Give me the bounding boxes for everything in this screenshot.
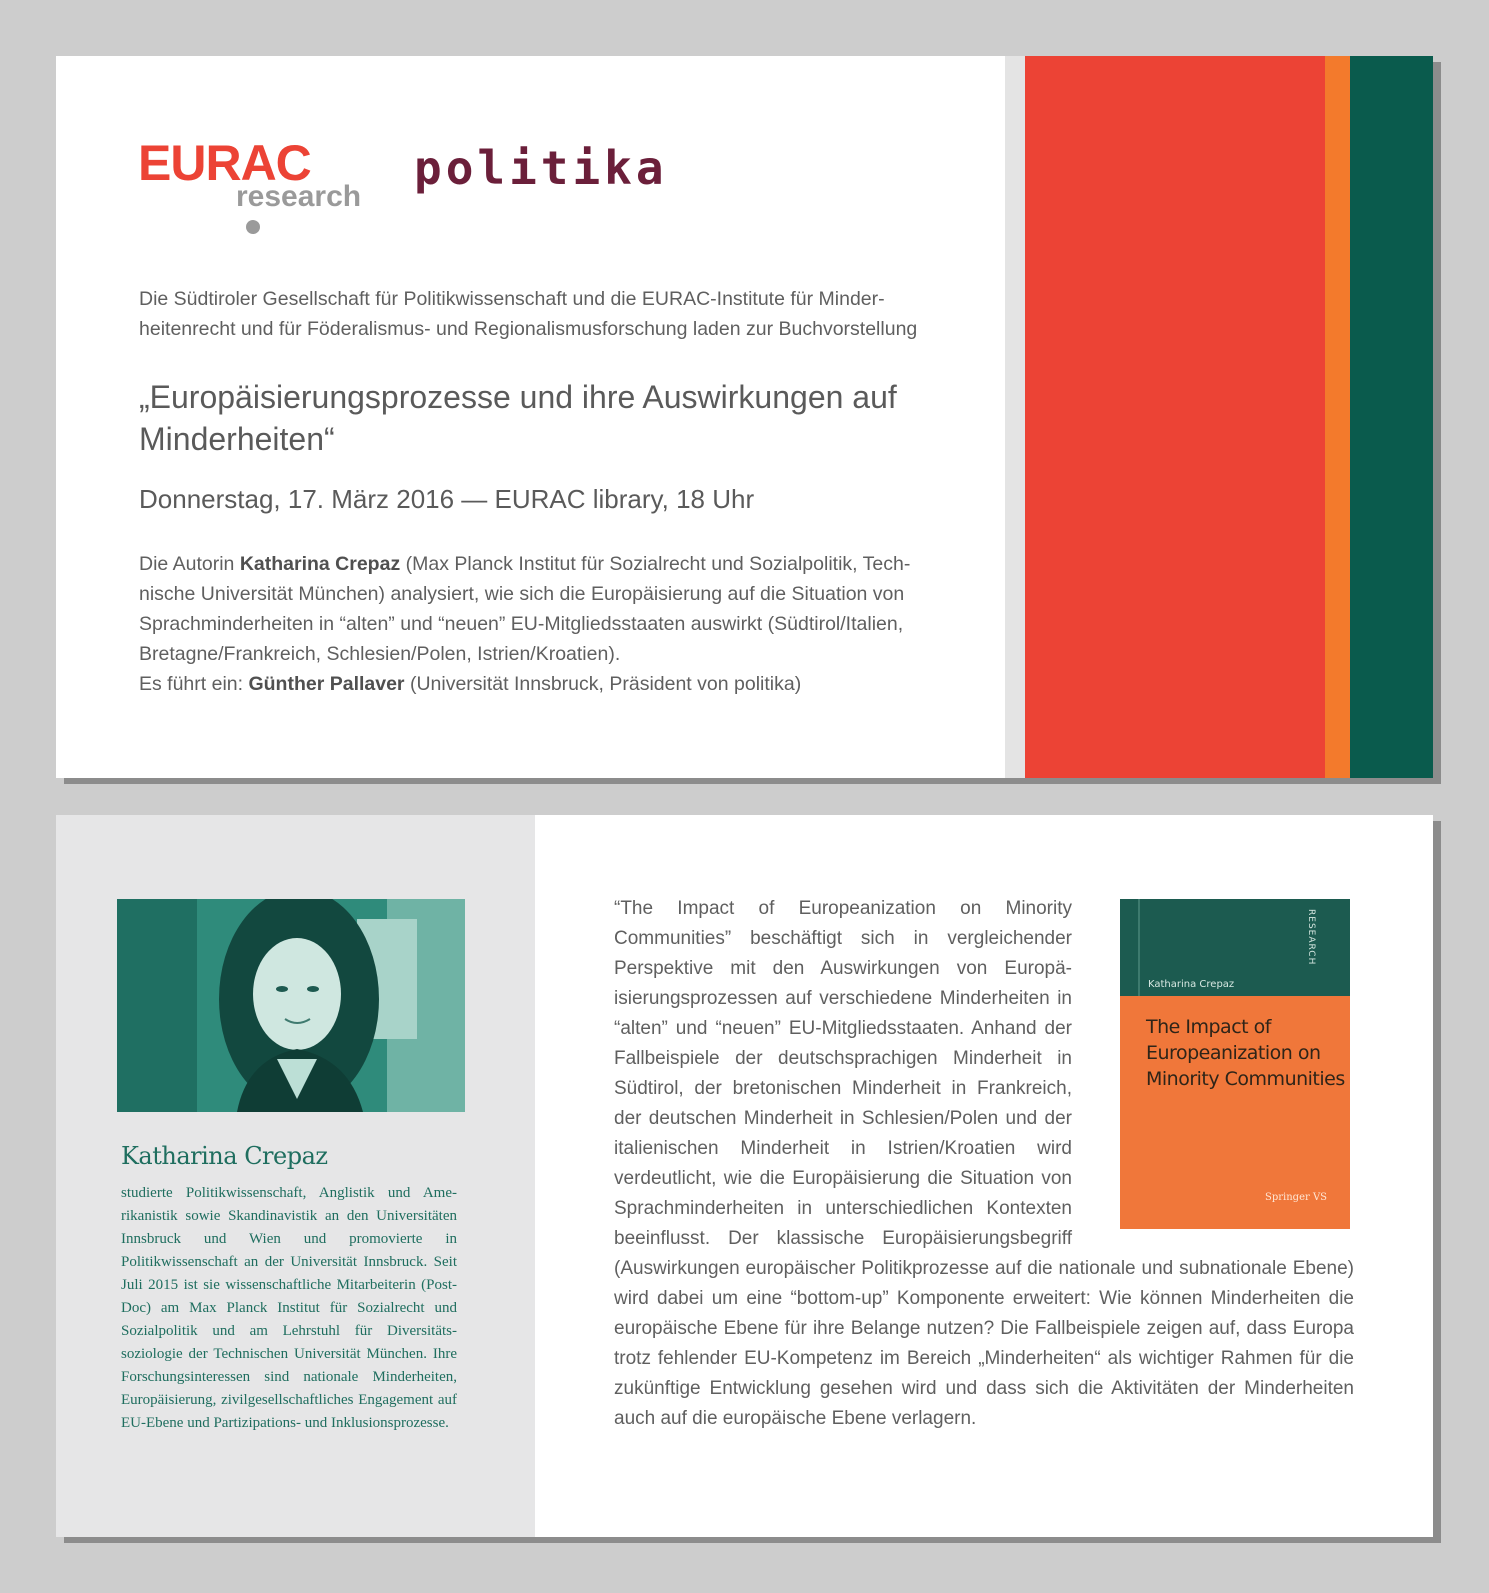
event-description bbox=[139, 549, 959, 699]
author-name-heading: Katharina Crepaz bbox=[121, 1142, 328, 1170]
moderator-name: Günther Pallaver bbox=[248, 673, 405, 695]
book-card bbox=[56, 815, 1433, 1537]
politika-logo-text: politika bbox=[414, 141, 668, 195]
author-bio: studierte Politikwissenschaft, Anglistik und Amerikanistik sowie Skandinavistik an den Universitäten Innsbruck und Wien und promovierte in Politikwissenschaft an der Universität Innsbruck. Seit Juli 2015 ist sie wissenschaftliche Mitarbeiterin (Post-Doc) am Max Planck Institut für Sozialrecht und Sozialpolitik und am Lehrstuhl für Diversitätssoziologie der Technischen Universität München. Ihre Forschungsinteressen sind nationale Minderheiten, Europäisierung, zivilgesellschaftliches Engagement auf EU-Ebene und Partizipations- und Inklusionsprozesse. bbox=[121, 1185, 457, 1431]
description-text: (Max Planck Institut für Sozialrecht und Sozialpolitik, Technische Universität München) analysiert, wie sich die Europäisierung auf die Situation von Sprachminderheiten in “alten” und “neuen” EU-Mitgliedsstaaten auswirkt (Südtirol/Italien, Bretagne/Frankreich, Schlesien/Polen, Istrien/Kroatien). bbox=[139, 553, 911, 665]
description-text: Die Autorin bbox=[139, 553, 240, 575]
moderator-prefix: Es führt ein: bbox=[139, 673, 249, 695]
eurac-logo-dot bbox=[246, 220, 260, 234]
invitation-intro: Die Südtiroler Gesellschaft für Politikwissenschaft und die EURAC-Institute für Minderheitenrecht und für Föderalismus- und Regionalismusforschung laden zur Buchvorstellung bbox=[139, 288, 918, 340]
portrait-image bbox=[117, 899, 465, 1112]
book-cover-series: RESEARCH bbox=[1306, 909, 1316, 966]
eurac-research-logo bbox=[138, 136, 378, 232]
book-cover-author: Katharina Crepaz bbox=[1148, 979, 1235, 990]
book-cover-title: The Impact of Europeanization on Minority Communities bbox=[1146, 1016, 1345, 1090]
event-title: „Europäisierungsprozesse und ihre Auswirkungen auf Minderheiten“ bbox=[139, 379, 897, 457]
book-cover-publisher: Springer VS bbox=[1265, 1192, 1328, 1203]
divider-strip bbox=[1005, 56, 1025, 778]
book-cover bbox=[1120, 899, 1350, 1229]
red-color-bar bbox=[1025, 56, 1325, 778]
politika-logo bbox=[412, 132, 668, 224]
event-date-location: Donnerstag, 17. März 2016 — EURAC library, 18 Uhr bbox=[139, 484, 755, 514]
eurac-logo-text: EURAC bbox=[138, 135, 311, 191]
author-portrait-photo bbox=[117, 899, 465, 1112]
research-logo-text: research bbox=[236, 180, 362, 213]
author-name-bold: Katharina Crepaz bbox=[239, 553, 401, 575]
book-cover-line bbox=[1138, 899, 1140, 996]
moderator-affiliation: (Universität Innsbruck, Präsident von politika) bbox=[404, 673, 802, 695]
author-panel bbox=[56, 815, 535, 1537]
green-color-bar bbox=[1350, 56, 1433, 778]
invitation-card bbox=[56, 56, 1433, 778]
book-summary-text: “The Impact of Europeanization on Minority Communities” beschäftigt sich in vergleichender Perspektive mit den Auswirkungen von Europäisierungsprozessen auf verschiedene Minderheiten in “alten” und “neuen” EU-Mitgliedsstaaten. Anhand der Fallbeispiele der deutschsprachigen Minderheit in Südtirol, der bretonischen Minderheit in Frankreich, der deutschen Minderheit in Schlesien/Polen und der italienischen Minderheit in Istrien/Kroatien wird verdeutlicht, wie die Europäisierung die Situation von Sprachminderheiten in unterschiedlichen Kontexten beeinflusst. Der klassische Europäisierungsbegriff (Auswirkungen europäischer Politikprozesse auf die nationale und subnationale Ebene) wird dabei um eine “bottom-up” Komponente erweitert: Wie können Minderheiten die europäische Ebene für ihre Belange nutzen? Die Fallbeispiele zeigen auf, dass Europa trotz fehlender EU-Kompetenz im Bereich „Minderheiten“ als wichtiger Rahmen für die zukünftige Entwicklung gesehen wird und dass sich die Aktivitäten der Minderheiten auch auf die europäische Ebene verlagern. bbox=[614, 898, 1354, 1429]
orange-color-bar bbox=[1325, 56, 1350, 778]
